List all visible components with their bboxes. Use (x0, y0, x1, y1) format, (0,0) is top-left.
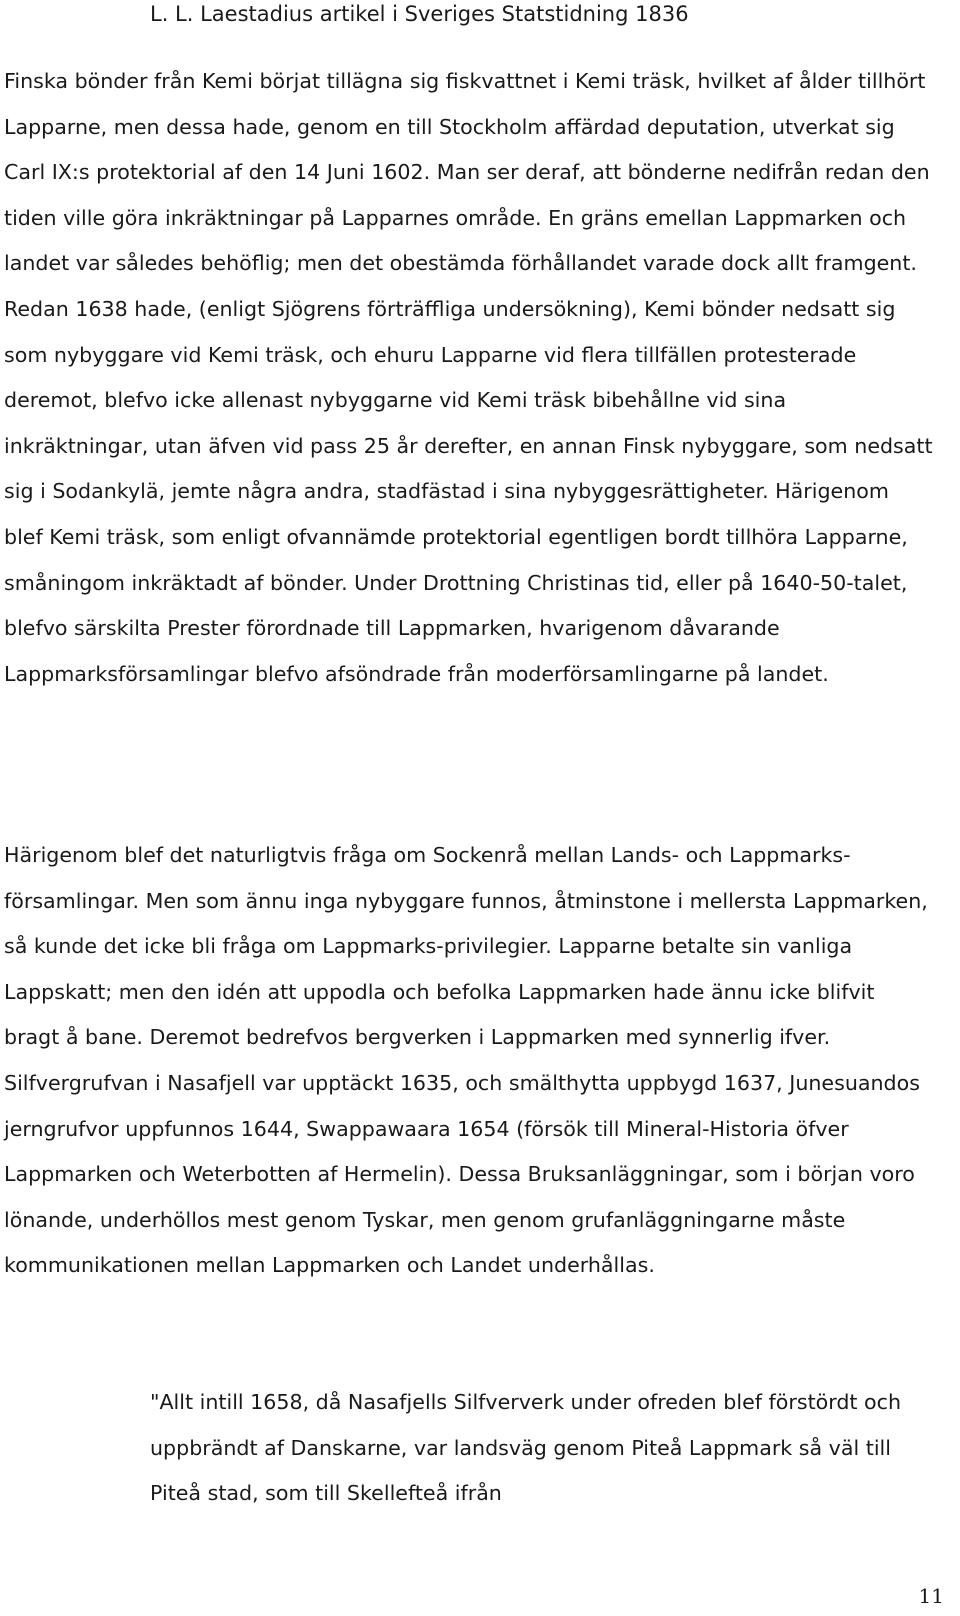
page-header: L. L. Laestadius artikel i Sveriges Statstidning 1836 (150, 2, 689, 26)
page-number: 11 (918, 1584, 944, 1608)
block-quote: "Allt intill 1658, då Nasafjells Silfververk under ofreden blef förstördt och uppbrändt af Danskarne, var landsväg genom Piteå Lappmark så väl till Piteå stad, som till Skellefteå ifrån (150, 1390, 902, 1506)
paragraph-1: Finska bönder från Kemi börjat tillägna sig fiskvattnet i Kemi träsk, hvilket af ålder tillhört Lapparne, men dessa hade, genom en till Stockholm affärdad deputation, utverkat sig Carl IX:s protektorial af den 14 Juni 1602. Man ser deraf, att bönderne nedifrån redan den tiden ville göra inkräktningar på Lapparnes område. En gräns emellan Lappmarken och landet var således behöflig; men det obestämda förhållandet varade dock allt framgent. Redan 1638 hade, (enligt Sjögrens förträffliga undersökning), Kemi bönder nedsatt sig som nybyggare vid Kemi träsk, och ehuru Lapparne vid flera tillfällen protesterade deremot, blefvo icke allenast nybyggarne vid Kemi träsk bibehållne vid sina inkräktningar, utan äfven vid pass 25 år derefter, en annan Finsk nybyggare, som nedsatt sig i Sodankylä, jemte några andra, stadfästad i sina nybyggesrättigheter. Härigenom blef Kemi träsk, som enligt ofvannämde protektorial egentligen bordt tillhöra Lapparne, småningom inkräktadt af bönder. Under Drottning Christinas tid, eller på 1640-50-talet, blefvo särskilta Prester förordnade till Lappmarken, hvarigenom dåvarande Lappmarksförsamlingar blefvo afsöndrade från moderförsamlingarne på landet. (4, 69, 933, 686)
paragraph-2: Härigenom blef det naturligtvis fråga om Sockenrå mellan Lands- och Lappmarks-församlingar. Men som ännu inga nybyggare funnos, åtminstone i mellersta Lappmarken, så kunde det icke bli fråga om Lappmarks-privilegier. Lapparne betalte sin vanliga Lappskatt; men den idén att uppodla och befolka Lappmarken hade ännu icke blifvit bragt å bane. Deremot bedrefvos bergverken i Lappmarken med synnerlig ifver. Silfvergrufvan i Nasafjell var upptäckt 1635, och smälthytta uppbygd 1637, Junesuandos jerngrufvor uppfunnos 1644, Swappawaara 1654 (försök till Mineral-Historia öfver Lappmarken och Weterbotten af Hermelin). Dessa Bruksanläggningar, som i början voro lönande, underhöllos mest genom Tyskar, men genom grufanläggningarne måste kommunikationen mellan Lappmarken och Landet underhållas. (4, 843, 928, 1278)
